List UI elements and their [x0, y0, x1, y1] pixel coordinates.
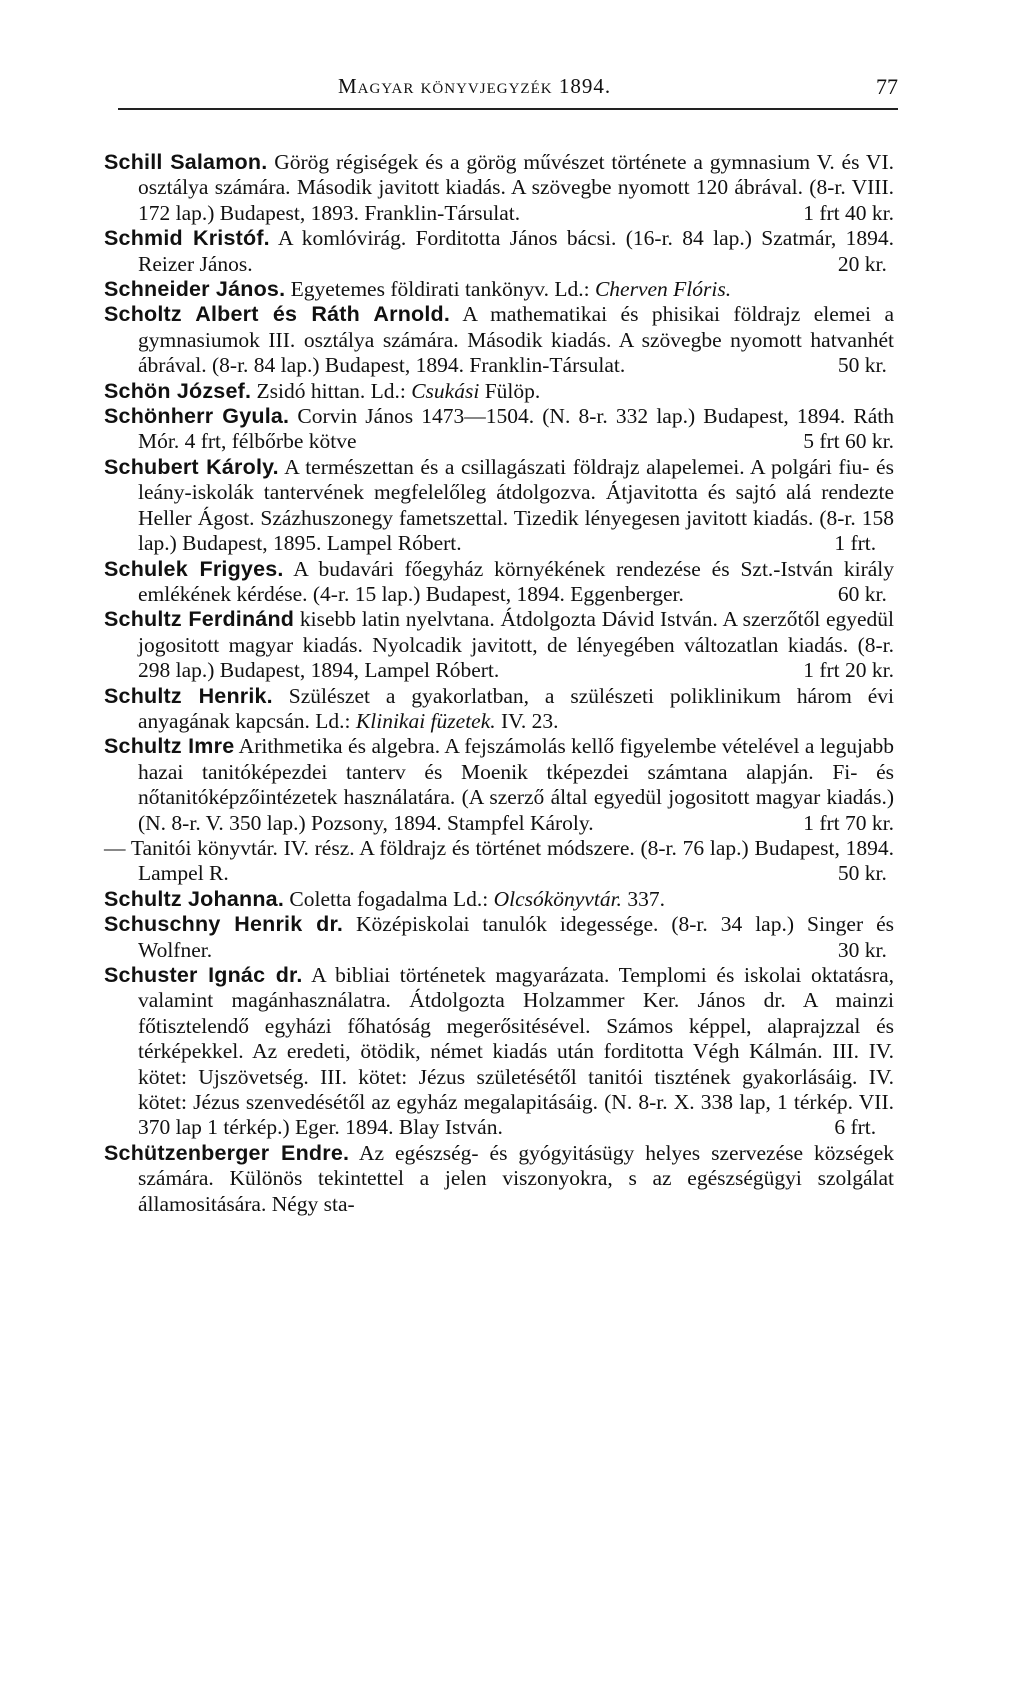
entry-reference-tail: IV. 23.: [501, 708, 559, 733]
entry-text: Középiskolai tanulók idegessége. (8-r. 34 lap.) Singer és Wolfner.: [138, 912, 894, 962]
entry-text: Görög régiségek és a görög művészet története a gymnasium V. és VI. osztálya számára. Második javitott kiadás. A szövegbe nyomott 120 ábrával. (8-r. VIII. 172 lap.) Budapest, 1893. Franklin-Társulat.: [138, 150, 894, 225]
entry-schuster: [104, 963, 894, 1141]
entry-text: A budavári főegyház környékének rendezése és Szt.-István király emlékének kérdése. (4-r. 15 lap.) Budapest, 1894. Eggenberger.: [138, 556, 894, 606]
entry-schubert: [104, 455, 894, 557]
entry-author: Schulek Frigyes.: [104, 556, 284, 581]
entry-schutzenberger: [104, 1141, 894, 1217]
entry-author: Scholtz Albert és Ráth Arnold.: [104, 302, 451, 327]
entry-author: Schönherr Gyula.: [104, 404, 290, 429]
entry-author: Schuschny Henrik dr.: [104, 912, 344, 937]
entry-text: Az egészség- és gyógyitásügy helyes szervezése községek számára. Különös tekintettel a jelen viszonyokra, s az egészségügyi szolgálat államositására. Négy sta-: [138, 1140, 894, 1216]
entry-schmid: [104, 226, 894, 277]
entry-author: Schmid Kristóf.: [104, 226, 270, 251]
entry-price: 5 frt 60 kr.: [803, 429, 894, 454]
entry-author: Schultz Henrik.: [104, 683, 273, 708]
entry-list: [104, 150, 894, 1217]
entry-text: kisebb latin nyelvtana. Átdolgozta Dávid István. A szerzőtől egyedül jogositott magyar kiadás. Nyolcadik javitott, de lényegében változatlan kiadás. (8-r. 298 lap.) Budapest, 1894, Lampel Róbert.: [138, 607, 895, 683]
entry-schon: [104, 379, 894, 404]
entry-text: A komlóvirág. Forditotta János bácsi. (16-r. 84 lap.) Szatmár, 1894. Reizer János.: [138, 226, 894, 276]
header-rule: [118, 108, 898, 110]
entry-price: 60 kr.: [837, 581, 887, 606]
entry-text: Arithmetika és algebra. A fejszámolás kellő figyelembe vételével a legujabb hazai tanitóképezdei tanterv és Moenik tképezdei számtana alapján. Fi- és nőtanitóképzőintézetek használatára. (A szerző által egyedül jogositott magyar kiadás.) (N. 8-r. V. 350 lap.) Pozsony, 1894. Stampfel Károly.: [138, 734, 894, 835]
entry-price: 1 frt.: [834, 531, 877, 556]
entry-text: — Tanitói könyvtár. IV. rész. A földrajz és történet módszere. (8-r. 76 lap.) Budapest, 1894. Lampel R.: [104, 835, 894, 886]
entry-price: 1 frt 20 kr.: [803, 658, 894, 683]
page-number: 77: [876, 74, 898, 99]
entry-text: Corvin János 1473—1504. (N. 8-r. 332 lap.) Budapest, 1894. Ráth Mór. 4 frt, félbőrbe kötve: [138, 404, 895, 454]
entry-text: A bibliai történetek magyarázata. Templomi és iskolai oktatásra, valamint magánhasználatra. Átdolgozta Holzammer Ker. János dr. A mainzi főtisztelendő egyházi főhatóság megerősitésével. Számos képpel, alaprajzzal és térképekkel. Az eredeti, ötödik, német kiadás után forditotta Végh Kálmán. III. IV. kötet: Ujszövetség. III. kötet: Jézus születésétől tanitói tisztének gyakorlásáig. IV. kötet: Jézus szenvedésétől az egyház megalapitásáig. (N. 8-r. X. 338 lap, 1 térkép. VII. 370 lap 1 térkép.) Eger. 1894. Blay István.: [138, 963, 894, 1140]
entry-text: A mathematikai és phisikai földrajz elemei a gymnasiumok III. osztálya számára. Második kiadás. A szövegbe nyomott hatvanhét ábrával. (8-r. 84 lap.) Budapest, 1894. Franklin-Társulat.: [138, 302, 894, 378]
entry-price: 50 kr.: [837, 861, 887, 886]
entry-author: Schützenberger Endre.: [104, 1140, 350, 1165]
entry-schultz-ferdinand: [104, 607, 894, 683]
entry-reference: Csukási: [411, 378, 480, 403]
page-header: [118, 70, 898, 110]
entry-text: Zsidó hittan. Ld.:: [256, 378, 406, 403]
entry-reference: Olcsókönyvtár.: [493, 886, 622, 911]
entry-schonherr: [104, 404, 894, 455]
entry-schuschny: [104, 912, 894, 963]
entry-price: 1 frt 40 kr.: [803, 200, 894, 225]
entry-author: Schultz Johanna.: [104, 886, 284, 911]
entry-schneider: [104, 277, 894, 302]
entry-price: 30 kr.: [837, 937, 887, 962]
entry-author: Schneider János.: [104, 277, 286, 302]
entry-schultz-johanna: [104, 887, 894, 912]
entry-text: A természettan és a csillagászati földrajz alapelemei. A polgári fiu- és leány-iskolák tantervének megfelelőleg átdolgozva. Átjavitotta és sajtó alá rendezte Heller Ágost. Százhuszonegy fametszettal. Tizedik lényegesen javitott kiadás. (8-r. 158 lap.) Budapest, 1895. Lampel Róbert.: [138, 454, 894, 556]
entry-text: Coletta fogadalma Ld.:: [289, 886, 489, 911]
entry-author: Schubert Károly.: [104, 454, 279, 479]
entry-author: Schill Salamon.: [104, 150, 268, 174]
entry-author: Schultz Ferdinánd: [104, 607, 295, 632]
running-head: Magyar könyvjegyzék 1894.: [338, 74, 612, 98]
entry-reference-tail: Fülöp.: [484, 378, 541, 403]
entry-price: 50 kr.: [837, 353, 887, 378]
entry-text: Szülészet a gyakorlatban, a szülészeti poliklinikum három évi anyagának kapcsán. Ld.:: [138, 683, 895, 733]
entry-price: 6 frt.: [834, 1115, 877, 1140]
entry-reference-tail: 337.: [627, 886, 665, 911]
entry-schultz-imre-2: [104, 836, 894, 887]
entry-reference: Klinikai füzetek.: [355, 708, 496, 733]
entry-schill: [104, 150, 894, 226]
entry-price: 1 frt 70 kr.: [803, 810, 894, 835]
entry-author: Schultz Imre: [104, 734, 235, 759]
entry-reference: Cherven Flóris.: [594, 277, 732, 302]
entry-schultz-henrik: [104, 684, 894, 735]
entry-scholtz: [104, 302, 894, 378]
entry-schultz-imre: [104, 734, 894, 836]
entry-price: 20 kr.: [837, 251, 887, 276]
entry-text: Egyetemes földirati tankönyv. Ld.:: [290, 277, 590, 302]
entry-author: Schön József.: [104, 378, 252, 403]
entry-schulek: [104, 557, 894, 608]
entry-author: Schuster Ignác dr.: [104, 963, 303, 987]
